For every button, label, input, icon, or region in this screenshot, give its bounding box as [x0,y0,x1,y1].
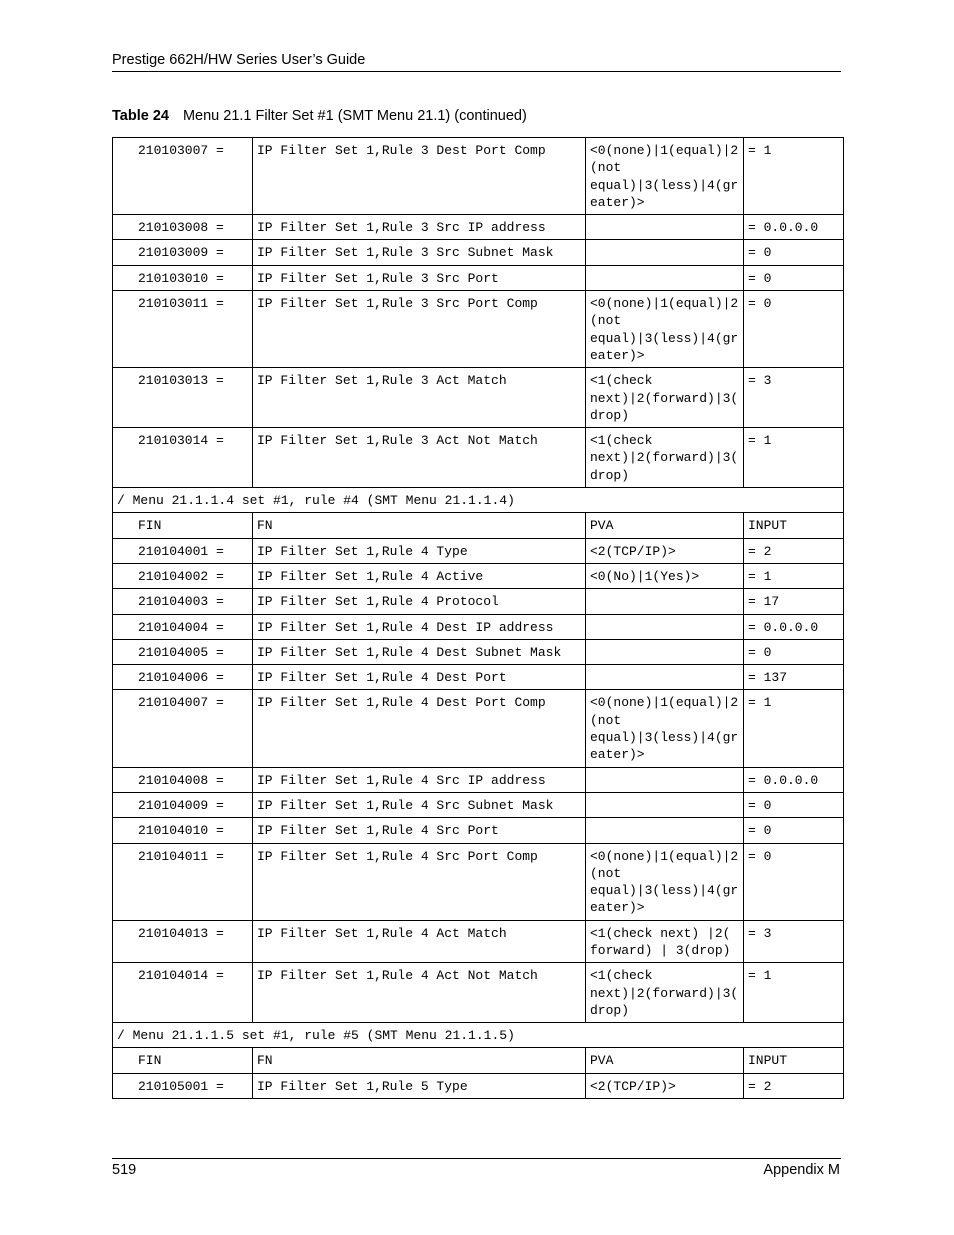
fn-cell: IP Filter Set 1,Rule 3 Dest Port Comp [253,138,586,215]
fn-cell: IP Filter Set 1,Rule 3 Src Subnet Mask [253,240,586,265]
section-header-text: / Menu 21.1.1.4 set #1, rule #4 (SMT Menu 21.1.1.4) [113,488,844,513]
table-row [113,563,844,588]
fn-cell: IP Filter Set 1,Rule 4 Protocol [253,589,586,614]
fin-cell: 210103014 = [113,428,253,488]
input-cell: = 1 [744,428,844,488]
table-row [113,843,844,920]
table-row [113,690,844,767]
fn-cell: IP Filter Set 1,Rule 3 Act Match [253,368,586,428]
input-cell: = 1 [744,963,844,1023]
table-caption-text: Menu 21.1 Filter Set #1 (SMT Menu 21.1) (continued) [182,108,527,124]
header-divider [112,71,841,72]
fn-cell: IP Filter Set 1,Rule 3 Act Not Match [253,428,586,488]
pva-cell: <1(check next) |2( forward) | 3(drop) [586,920,744,963]
pva-cell [586,792,744,817]
pva-cell: PVA [586,513,744,538]
table-row [113,589,844,614]
input-cell: = 0 [744,843,844,920]
fn-cell: IP Filter Set 1,Rule 3 Src IP address [253,215,586,240]
fn-cell: FN [253,1048,586,1073]
filter-set-table [112,137,844,1099]
fin-cell: 210104006 = [113,665,253,690]
pva-cell: <2(TCP/IP)> [586,538,744,563]
fn-cell: IP Filter Set 1,Rule 4 Dest Port [253,665,586,690]
pva-cell: <0(No)|1(Yes)> [586,563,744,588]
input-cell: = 137 [744,665,844,690]
fin-cell: 210104001 = [113,538,253,563]
table-row [113,920,844,963]
table-row [113,428,844,488]
input-cell: = 0 [744,792,844,817]
fin-cell: 210104009 = [113,792,253,817]
fin-cell: 210104007 = [113,690,253,767]
pva-cell [586,215,744,240]
table-caption [112,108,527,124]
table-row [113,265,844,290]
input-cell: INPUT [744,1048,844,1073]
input-cell: = 0.0.0.0 [744,767,844,792]
fin-cell: 210104010 = [113,818,253,843]
input-cell: = 0.0.0.0 [744,614,844,639]
pva-cell [586,240,744,265]
page-header-title: Prestige 662H/HW Series User’s Guide [112,52,366,68]
section-header-row [113,1023,844,1048]
fin-cell: 210104004 = [113,614,253,639]
table-row [113,792,844,817]
fn-cell: IP Filter Set 1,Rule 5 Type [253,1073,586,1098]
pva-cell: <1(check next)|2(forward)|3(drop) [586,963,744,1023]
pva-cell: <0(none)|1(equal)|2(not equal)|3(less)|4(greater)> [586,138,744,215]
input-cell: = 3 [744,920,844,963]
pva-cell: <1(check next)|2(forward)|3(drop) [586,428,744,488]
fin-cell: FIN [113,513,253,538]
fn-cell: IP Filter Set 1,Rule 3 Src Port [253,265,586,290]
fn-cell: IP Filter Set 1,Rule 4 Active [253,563,586,588]
pva-cell [586,767,744,792]
fn-cell: IP Filter Set 1,Rule 4 Act Not Match [253,963,586,1023]
fin-cell: 210104011 = [113,843,253,920]
pva-cell: <2(TCP/IP)> [586,1073,744,1098]
fin-cell: 210104014 = [113,963,253,1023]
fn-cell: FN [253,513,586,538]
input-cell: = 0 [744,818,844,843]
input-cell: = 0 [744,291,844,368]
column-header-row [113,1048,844,1073]
input-cell: = 1 [744,138,844,215]
pva-cell [586,614,744,639]
input-cell: = 0.0.0.0 [744,215,844,240]
input-cell: = 2 [744,538,844,563]
pva-cell [586,589,744,614]
input-cell: = 1 [744,690,844,767]
table-row [113,538,844,563]
table-row [113,240,844,265]
filter-table-body [113,138,844,1099]
fin-cell: 210104003 = [113,589,253,614]
table-row [113,767,844,792]
footer-section-name: Appendix M [763,1162,840,1178]
pva-cell [586,818,744,843]
section-header-text: / Menu 21.1.1.5 set #1, rule #5 (SMT Menu 21.1.1.5) [113,1023,844,1048]
table-row [113,963,844,1023]
fn-cell: IP Filter Set 1,Rule 4 Act Match [253,920,586,963]
footer-divider [112,1158,841,1159]
fn-cell: IP Filter Set 1,Rule 4 Src IP address [253,767,586,792]
pva-cell [586,265,744,290]
fin-cell: 210104008 = [113,767,253,792]
table-row [113,614,844,639]
table-row [113,1073,844,1098]
table-row [113,138,844,215]
input-cell: = 3 [744,368,844,428]
pva-cell: <1(check next)|2(forward)|3(drop) [586,368,744,428]
fin-cell: FIN [113,1048,253,1073]
table-row [113,818,844,843]
fn-cell: IP Filter Set 1,Rule 3 Src Port Comp [253,291,586,368]
pva-cell: <0(none)|1(equal)|2(not equal)|3(less)|4(greater)> [586,690,744,767]
fn-cell: IP Filter Set 1,Rule 4 Dest IP address [253,614,586,639]
fin-cell: 210104002 = [113,563,253,588]
table-row [113,215,844,240]
pva-cell: PVA [586,1048,744,1073]
input-cell: = 0 [744,240,844,265]
table-row [113,665,844,690]
input-cell: = 0 [744,265,844,290]
fin-cell: 210103007 = [113,138,253,215]
fn-cell: IP Filter Set 1,Rule 4 Src Subnet Mask [253,792,586,817]
fin-cell: 210103013 = [113,368,253,428]
input-cell: = 0 [744,639,844,664]
column-header-row [113,513,844,538]
input-cell: = 1 [744,563,844,588]
fn-cell: IP Filter Set 1,Rule 4 Dest Subnet Mask [253,639,586,664]
input-cell: INPUT [744,513,844,538]
table-row [113,639,844,664]
section-header-row [113,488,844,513]
fin-cell: 210105001 = [113,1073,253,1098]
fn-cell: IP Filter Set 1,Rule 4 Src Port [253,818,586,843]
pva-cell [586,639,744,664]
footer-page-number: 519 [112,1162,137,1178]
fin-cell: 210103010 = [113,265,253,290]
fn-cell: IP Filter Set 1,Rule 4 Type [253,538,586,563]
fin-cell: 210104005 = [113,639,253,664]
fn-cell: IP Filter Set 1,Rule 4 Dest Port Comp [253,690,586,767]
input-cell: = 17 [744,589,844,614]
fin-cell: 210104013 = [113,920,253,963]
pva-cell: <0(none)|1(equal)|2(not equal)|3(less)|4(greater)> [586,291,744,368]
pva-cell: <0(none)|1(equal)|2(not equal)|3(less)|4(greater)> [586,843,744,920]
table-caption-label: Table 24 [112,108,169,124]
table-row [113,368,844,428]
fn-cell: IP Filter Set 1,Rule 4 Src Port Comp [253,843,586,920]
input-cell: = 2 [744,1073,844,1098]
table-row [113,291,844,368]
pva-cell [586,665,744,690]
fin-cell: 210103011 = [113,291,253,368]
fin-cell: 210103009 = [113,240,253,265]
fin-cell: 210103008 = [113,215,253,240]
